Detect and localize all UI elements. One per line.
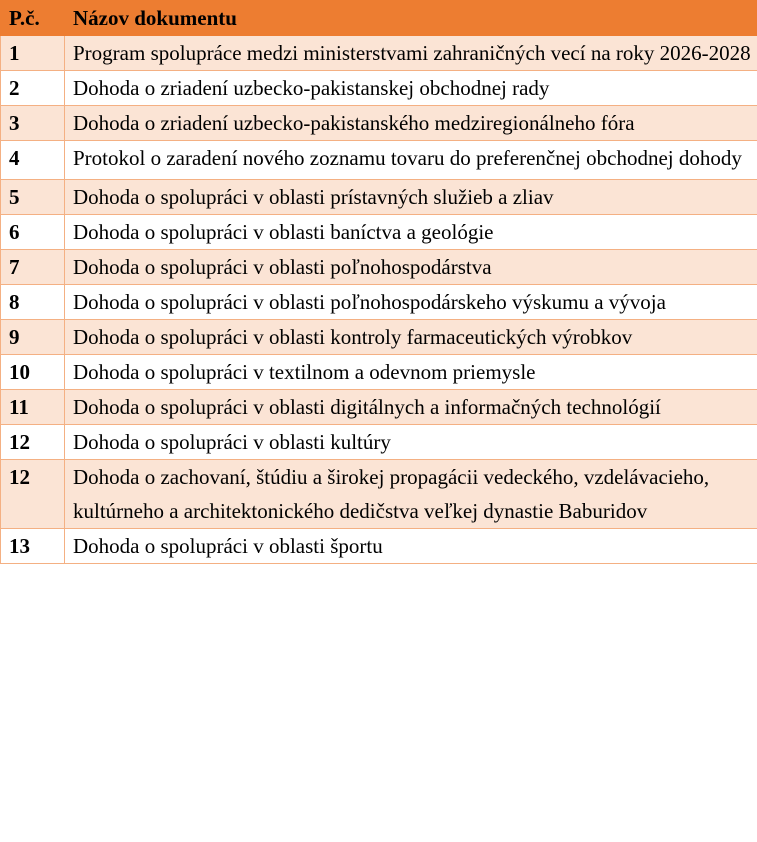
table-row	[1, 355, 757, 390]
row-document-name: Dohoda o zachovaní, štúdiu a širokej propagácii vedeckého, vzdelávacieho, kultúrneho a architektonického dedičstva veľkej dynastie Baburidov	[65, 460, 757, 529]
table-row	[1, 460, 757, 529]
row-document-name: Dohoda o zriadení uzbecko-pakistanskej obchodnej rady	[65, 71, 757, 106]
row-number: 7	[1, 250, 65, 285]
row-document-name: Dohoda o spolupráci v oblasti poľnohospodárstva	[65, 250, 757, 285]
row-document-name: Dohoda o spolupráci v oblasti prístavných služieb a zliav	[65, 180, 757, 215]
table-row	[1, 390, 757, 425]
row-number: 13	[1, 529, 65, 564]
row-number: 3	[1, 106, 65, 141]
row-number: 12	[1, 460, 65, 529]
row-number: 10	[1, 355, 65, 390]
row-document-name: Dohoda o spolupráci v oblasti baníctva a geológie	[65, 215, 757, 250]
row-document-name: Program spolupráce medzi ministerstvami zahraničných vecí na roky 2026-2028	[65, 36, 757, 71]
table-row	[1, 36, 757, 71]
table-header-row	[1, 1, 757, 36]
row-number: 11	[1, 390, 65, 425]
column-header-number: P.č.	[1, 1, 65, 36]
table-row	[1, 106, 757, 141]
row-document-name: Dohoda o zriadení uzbecko-pakistanského medziregionálneho fóra	[65, 106, 757, 141]
table-row	[1, 71, 757, 106]
row-number: 12	[1, 425, 65, 460]
row-document-name: Dohoda o spolupráci v oblasti poľnohospodárskeho výskumu a vývoja	[65, 285, 757, 320]
table-row	[1, 250, 757, 285]
row-number: 6	[1, 215, 65, 250]
table-row	[1, 285, 757, 320]
table-row	[1, 425, 757, 460]
column-header-name: Názov dokumentu	[65, 1, 757, 36]
table-row	[1, 215, 757, 250]
row-number: 9	[1, 320, 65, 355]
row-number: 8	[1, 285, 65, 320]
row-document-name: Dohoda o spolupráci v textilnom a odevnom priemysle	[65, 355, 757, 390]
row-number: 4	[1, 141, 65, 180]
table-row	[1, 141, 757, 180]
row-number: 2	[1, 71, 65, 106]
table-row	[1, 529, 757, 564]
row-document-name: Dohoda o spolupráci v oblasti kultúry	[65, 425, 757, 460]
row-document-name: Protokol o zaradení nového zoznamu tovaru do preferenčnej obchodnej dohody	[65, 141, 757, 180]
row-document-name: Dohoda o spolupráci v oblasti športu	[65, 529, 757, 564]
row-number: 1	[1, 36, 65, 71]
row-number: 5	[1, 180, 65, 215]
table-row	[1, 320, 757, 355]
table-row	[1, 180, 757, 215]
row-document-name: Dohoda o spolupráci v oblasti digitálnych a informačných technológií	[65, 390, 757, 425]
row-document-name: Dohoda o spolupráci v oblasti kontroly farmaceutických výrobkov	[65, 320, 757, 355]
